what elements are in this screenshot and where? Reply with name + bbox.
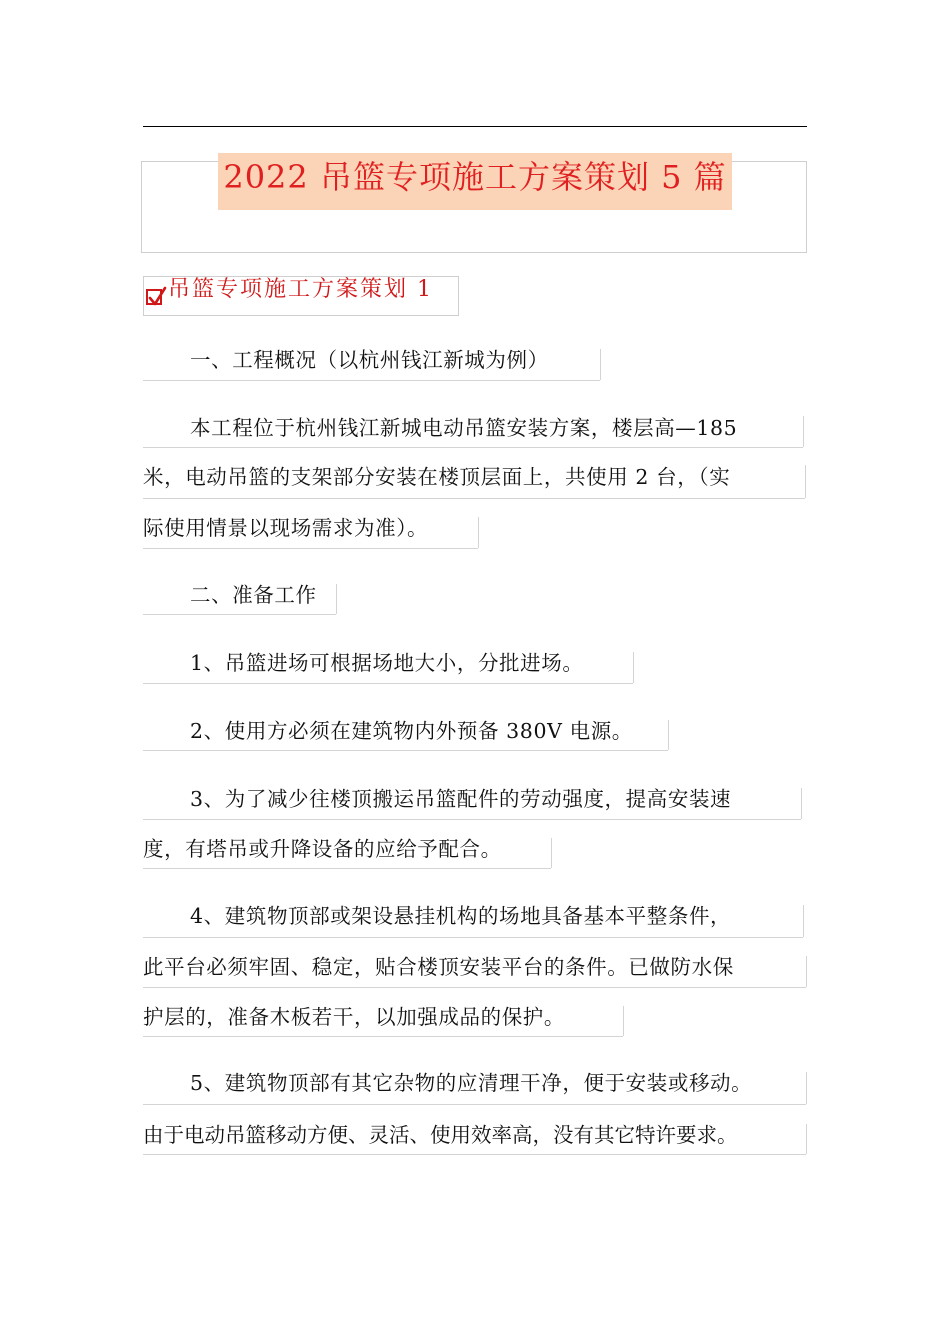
body-line: 本工程位于杭州钱江新城电动吊篮安装方案，楼层高—185 [190, 416, 738, 440]
line-edge [336, 584, 337, 614]
body-line: 一、工程概况（以杭州钱江新城为例） [190, 348, 549, 372]
body-line: 护层的，准备木板若干，以加强成品的保护。 [143, 1005, 565, 1029]
line-underline [143, 614, 336, 615]
body-line: 4、建筑物顶部或架设悬挂机构的场地具备基本平整条件， [190, 904, 732, 928]
top-rule [143, 126, 807, 127]
line-edge [806, 956, 807, 987]
body-line: 5、建筑物顶部有其它杂物的应清理干净，便于安装或移动。 [190, 1071, 753, 1095]
line-edge [623, 1006, 624, 1036]
body-line: 二、准备工作 [190, 583, 317, 607]
line-edge [801, 788, 802, 819]
line-edge [600, 349, 601, 380]
checkbox-checked-icon [146, 289, 162, 305]
body-line: 际使用情景以现场需求为准）。 [143, 516, 429, 540]
body-line: 3、为了减少往楼顶搬运吊篮配件的劳动强度，提高安装速 [190, 787, 732, 811]
line-edge [806, 1072, 807, 1104]
line-underline [143, 937, 803, 938]
body-line: 1、吊篮进场可根据场地大小，分批进场。 [190, 651, 584, 675]
line-underline [143, 868, 551, 869]
line-underline [143, 987, 806, 988]
line-edge [806, 1124, 807, 1154]
line-underline [143, 750, 668, 751]
line-edge [478, 517, 479, 548]
line-edge [805, 465, 806, 498]
body-line: 米，电动吊篮的支架部分安装在楼顶层面上，共使用 2 台，（实 [143, 465, 731, 489]
line-edge [803, 416, 804, 447]
document-title: 2022 吊篮专项施工方案策划 5 篇 [223, 158, 727, 196]
line-underline [143, 1036, 623, 1037]
section-heading: 吊篮专项施工方案策划 1 [168, 277, 433, 302]
body-line: 由于电动吊篮移动方便、灵活、使用效率高，没有其它特许要求。 [143, 1123, 738, 1147]
line-underline [143, 447, 803, 448]
line-underline [143, 683, 633, 684]
body-line: 2、使用方必须在建筑物内外预备 380V 电源。 [190, 719, 633, 743]
line-underline [143, 1104, 806, 1105]
body-line: 此平台必须牢固、稳定，贴合楼顶安装平台的条件。已做防水保 [143, 955, 734, 979]
line-underline [143, 819, 801, 820]
line-edge [668, 720, 669, 750]
line-underline [143, 498, 805, 499]
line-edge [633, 652, 634, 683]
line-underline [143, 1154, 806, 1155]
line-underline [143, 380, 600, 381]
line-underline [143, 548, 478, 549]
line-edge [803, 905, 804, 937]
line-edge [551, 838, 552, 868]
body-line: 度，有塔吊或升降设备的应给予配合。 [143, 837, 502, 861]
